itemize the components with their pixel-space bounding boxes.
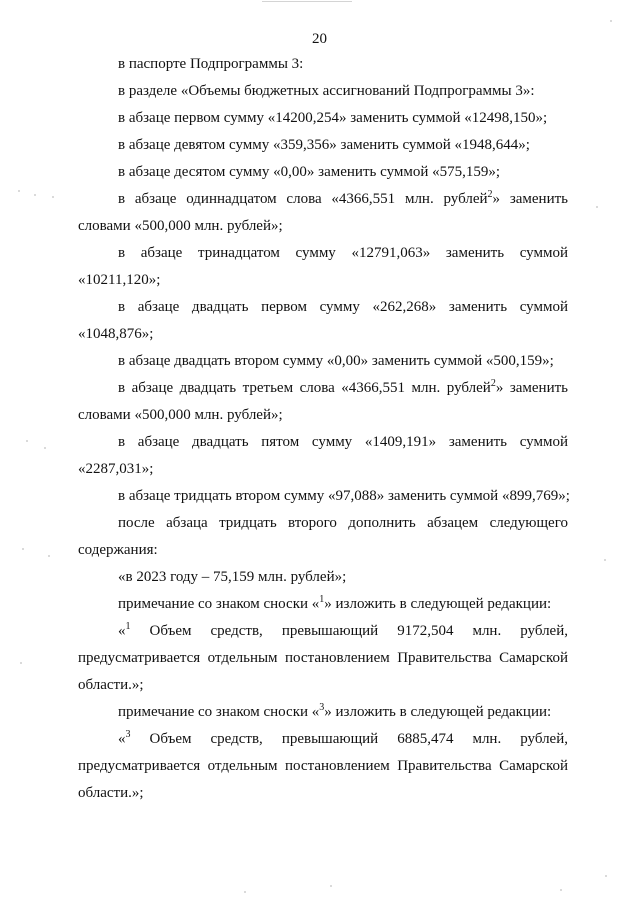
scan-artifact [22, 548, 24, 550]
text-line: в абзаце девятом сумму «359,356» заменить суммой «1948,644»; [118, 137, 530, 153]
text-line [118, 622, 568, 640]
text-line: «в 2023 году – 75,159 млн. рублей»; [118, 569, 347, 585]
text-fragment: примечание со знаком сноски « [118, 596, 320, 612]
text-line: содержания: [78, 542, 158, 558]
text-line: в абзаце первом сумму «14200,254» заменить суммой «12498,150»; [118, 110, 548, 126]
footnote-mark: 3 [125, 729, 131, 740]
text-line: в разделе «Объемы бюджетных ассигнований Подпрограммы 3»: [118, 83, 535, 99]
text-line: в абзаце десятом сумму «0,00» заменить суммой «575,159»; [118, 164, 501, 180]
text-line [118, 703, 551, 721]
text-line: словами «500,000 млн. рублей»; [78, 407, 283, 423]
scan-artifact [560, 889, 562, 891]
text-fragment: Объем средств, превышающий 9172,504 млн. рублей, [130, 623, 568, 639]
text-line: предусматривается отдельным постановлением Правительства Самарской [78, 650, 568, 666]
text-fragment: в абзаце двадцать третьем слова «4366,551 млн. рублей [118, 380, 491, 396]
scan-artifact [18, 190, 20, 192]
text-line: словами «500,000 млн. рублей»; [78, 218, 283, 234]
text-line: в абзаце тридцать втором сумму «97,088» заменить суммой «899,769»; [118, 488, 570, 504]
text-line: после абзаца тридцать второго дополнить абзацем следующего [118, 515, 568, 531]
text-line [118, 595, 551, 613]
text-line [118, 379, 568, 397]
scan-artifact [244, 891, 246, 893]
text-fragment: « [118, 623, 126, 639]
text-line: области.»; [78, 677, 144, 693]
scan-artifact [604, 559, 606, 561]
text-line: в абзаце двадцать пятом сумму «1409,191» заменить суммой [118, 434, 568, 450]
scan-artifact [605, 875, 607, 877]
scan-artifact [610, 20, 612, 22]
text-line: в абзаце тринадцатом сумму «12791,063» заменить суммой [118, 245, 568, 261]
text-line: предусматривается отдельным постановлением Правительства Самарской [78, 758, 568, 774]
scan-artifact [20, 662, 22, 664]
footnote-mark: 1 [319, 594, 325, 605]
footnote-mark: 1 [125, 621, 131, 632]
text-fragment: » заменить [495, 380, 568, 396]
text-fragment: » заменить [492, 191, 569, 207]
text-line: «1048,876»; [78, 326, 154, 342]
text-fragment: в абзаце одиннадцатом слова «4366,551 млн. рублей [118, 191, 488, 207]
text-line: в абзаце двадцать первом сумму «262,268» заменить суммой [118, 299, 568, 315]
scan-artifact [34, 194, 36, 196]
text-line: в паспорте Подпрограммы 3: [118, 56, 304, 72]
text-line: «10211,120»; [78, 272, 161, 288]
scan-artifact [48, 555, 50, 557]
footnote-mark: 2 [490, 378, 496, 389]
scan-artifact [330, 885, 332, 887]
text-fragment: примечание со знаком сноски « [118, 704, 320, 720]
text-fragment: » изложить в следующей редакции: [324, 596, 552, 612]
text-line: «2287,031»; [78, 461, 154, 477]
text-line [118, 730, 568, 748]
scan-artifact [596, 206, 598, 208]
scan-artifact [52, 196, 54, 198]
scan-artifact [44, 447, 46, 449]
scan-artifact [262, 1, 352, 2]
scan-artifact [26, 440, 28, 442]
footnote-mark: 2 [487, 189, 493, 200]
text-fragment: » изложить в следующей редакции: [324, 704, 552, 720]
text-line [118, 190, 568, 208]
text-line: в абзаце двадцать втором сумму «0,00» заменить суммой «500,159»; [118, 353, 554, 369]
footnote-mark: 3 [319, 702, 325, 713]
text-fragment: Объем средств, превышающий 6885,474 млн. рублей, [130, 731, 568, 747]
page-number: 20 [312, 31, 327, 47]
text-fragment: « [118, 731, 126, 747]
text-line: области.»; [78, 785, 144, 801]
